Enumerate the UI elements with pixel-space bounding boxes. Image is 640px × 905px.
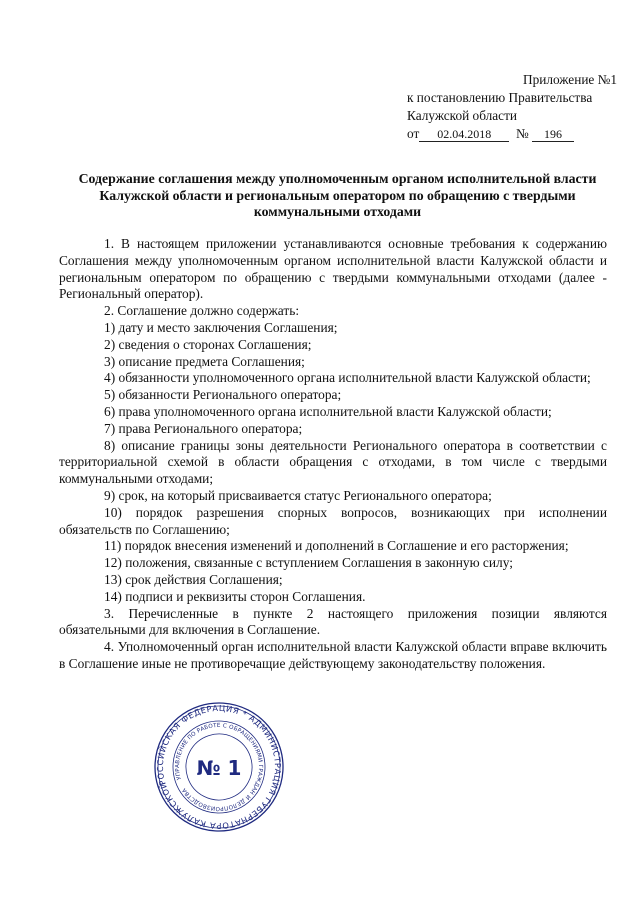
resolution-date: 02.04.2018 [419, 128, 509, 142]
appendix-number: Приложение №1 [522, 72, 617, 87]
list-item: 10) порядок разрешения спорных вопросов, возникающих при исполнении обязательств по Соглашению; [59, 504, 607, 537]
stamp-outer-text: РОССИЙСКАЯ ФЕДЕРАЦИЯ * АДМИНИСТРАЦИЯ ГУБЕРНАТОРА КАЛУЖСКОЙ [154, 702, 284, 832]
document-title: Содержание соглашения между уполномоченным органом исполнительной власти Калужской области и региональным оператором по обращению с твердыми коммунальными отходами [78, 171, 597, 219]
list-item: 12) положения, связанные с вступлением Соглашения в законную силу; [104, 555, 513, 571]
list-item: 4) обязанности уполномоченного органа исполнительной власти Калужской области; [104, 370, 591, 386]
stamp-inner-text: УПРАВЛЕНИЕ ПО РАБОТЕ С ОБРАЩЕНИЯМИ ГРАЖДАН И ДЕЛОПРОИЗВОДСТВА [174, 722, 264, 812]
list-item: 11) порядок внесения изменений и дополнений в Соглашение и его расторжения; [104, 538, 569, 554]
document-body [59, 236, 607, 673]
list-item: 3) описание предмета Соглашения; [104, 353, 305, 369]
resolution-number: 196 [532, 128, 574, 142]
list-item: 9) срок, на который присваивается статус Регионального оператора; [104, 487, 492, 503]
paragraph: 4. Уполномоченный орган исполнительной власти Калужской области вправе включить в Соглашение иные не противоречащие действующему законодательству положения. [59, 639, 607, 671]
list-item: 1) дату и место заключения Соглашения; [104, 319, 338, 335]
resolution-reference: к постановлению Правительства [407, 90, 593, 105]
official-stamp [139, 702, 299, 832]
paragraph: 3. Перечисленные в пункте 2 настоящего приложения позиции являются обязательными для включения в Соглашение. [59, 605, 607, 638]
list-item: 14) подписи и реквизиты сторон Соглашения. [104, 588, 366, 604]
list-item: 7) права Регионального оператора; [104, 420, 303, 436]
paragraph: 1. В настоящем приложении устанавливаются основные требования к содержанию Соглашения между уполномоченным органом исполнительной власти Калужской области и региональным оператором по обращению с твердыми коммунальными отходами (далее - Региональный оператор). [59, 236, 607, 302]
paragraph: 2. Соглашение должно содержать: [104, 303, 300, 319]
number-label: № [515, 126, 529, 141]
region-name: Калужской области [407, 108, 517, 123]
list-item: 2) сведения о сторонах Соглашения; [104, 336, 312, 352]
list-item: 5) обязанности Регионального оператора; [104, 387, 342, 403]
list-item: 8) описание границы зоны деятельности Регионального оператора в соответствии с территориальной схемой в области обращения с отходами, в том числе с твердыми коммунальными отходами; [59, 437, 607, 487]
list-item: 13) срок действия Соглашения; [104, 571, 283, 587]
stamp-center-number: № 1 [196, 756, 242, 780]
appendix-header [407, 71, 617, 143]
from-label: от [407, 126, 420, 141]
list-item: 6) права уполномоченного органа исполнительной власти Калужской области; [104, 403, 552, 419]
date-number-line [407, 125, 617, 143]
